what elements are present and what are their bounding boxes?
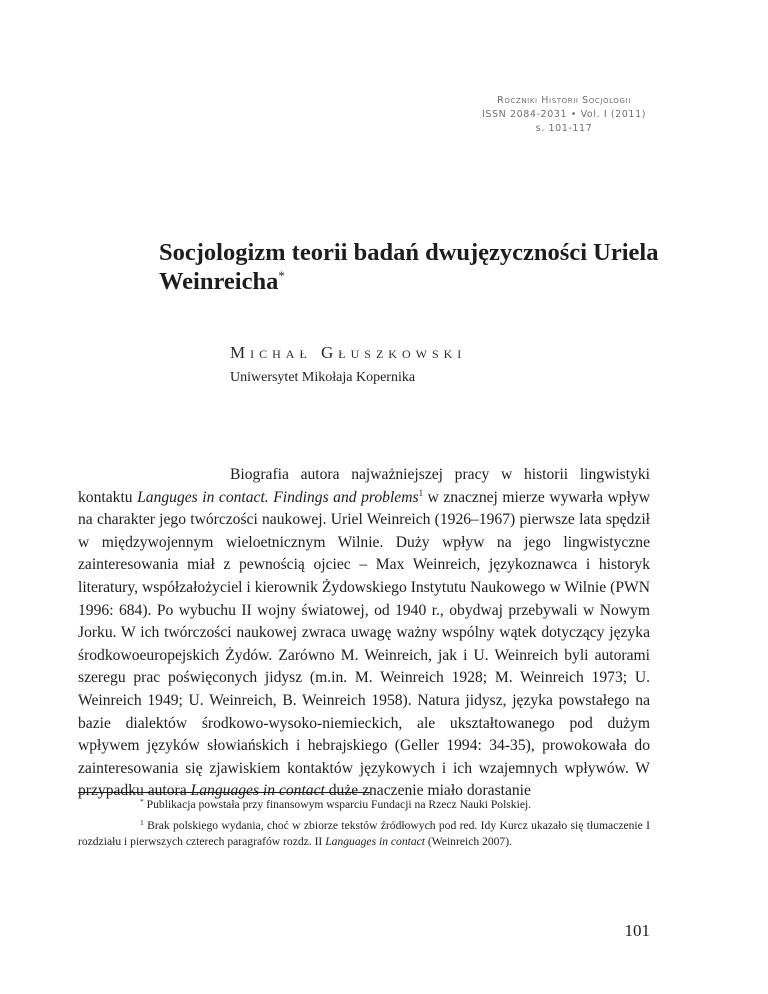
footnote-mark: * (140, 797, 144, 806)
author-affiliation: Uniwersytet Mikołaja Kopernika (230, 370, 416, 385)
book-title: Languages in contact (190, 782, 325, 800)
journal-issn: ISSN 2084-2031 • Vol. I (2011) (481, 109, 647, 120)
footnote-text: Publikacja powstała przy finansowym wsparciu Fundacji na Rzecz Nauki Polskiej. (143, 798, 532, 811)
footnote-2 (78, 818, 650, 850)
footnote-mark: 1 (140, 818, 144, 827)
body-text (78, 464, 650, 803)
author-name: Michał Głuszkowski (230, 343, 467, 362)
page-number: 101 (624, 921, 650, 940)
text-run: duże znaczenie miało dorastanie (324, 782, 531, 800)
footnote-text: (Weinreich 2007). (425, 835, 512, 848)
book-title: Languges in contact. Findings and problems (137, 488, 419, 506)
journal-pages: s. 101-117 (535, 123, 593, 134)
footnote-ref: 1 (418, 487, 424, 498)
title-footnote-mark: * (278, 268, 285, 283)
text-run: Biografia autora najważniejszej pracy w historii lingwistyki kontaktu (78, 466, 650, 506)
article-title (159, 238, 679, 296)
text-run: w znacznej mierze wywarła wpływ na charakter jego twórczości naukowej. Uriel Weinreich (1926–1967) pierwsze lata spędził w międzywojennym wieloetnicznym Wilnie. Duży wpływ na jego lingwistyczne zainteresowania miał z pewnością ojciec – Max Weinreich, językoznawca i historyk literatury, współzałożyciel i kierownik Żydowskiego Instytutu Naukowego w Wilnie (PWN 1996: 684). Po wybuchu II wojny światowej, od 1940 r., obydwaj przebywali w Nowym Jorku. W ich twórczości naukowej zwraca uwagę ważny wspólny wątek dotyczący języka środkowoeuropejskich Żydów. Zarówno M. Weinreich, jak i U. Weinreich byli autorami szeregu prac poświęconych jidysz (m.in. M. Weinreich 1928; M. Weinreich 1973; U. Weinreich 1949; U. Weinreich, B. Weinreich 1958). Natura jidysz, języka powstałego na bazie dialektów środkowo-wysoko-niemieckich, ale ukształtowanego pod dużym wpływem języków słowiańskich i hebrajskiego (Geller 1994: 34-35), prowokowała do zainteresowania się zjawiskiem kontaktów językowych i ich wzajemnych wpływów. W przypadku autora (78, 488, 650, 800)
footnote-rule (78, 792, 370, 793)
footnote-text: Brak polskiego wydania, choć w zbiorze tekstów źródłowych pod red. Idy Kurcz ukazało się tłumaczenie I rozdziału i pierwszych czterech paragrafów rozdz. II (78, 819, 650, 848)
paragraph (78, 464, 650, 803)
book-title: Languages in contact (325, 835, 426, 848)
journal-name: Roczniki Historii Socjologii (497, 95, 631, 106)
article-title-text: Socjologizm teorii badań dwujęzyczności Uriela Weinreicha (159, 239, 659, 295)
footnote-1 (78, 797, 650, 813)
journal-header (434, 94, 694, 136)
